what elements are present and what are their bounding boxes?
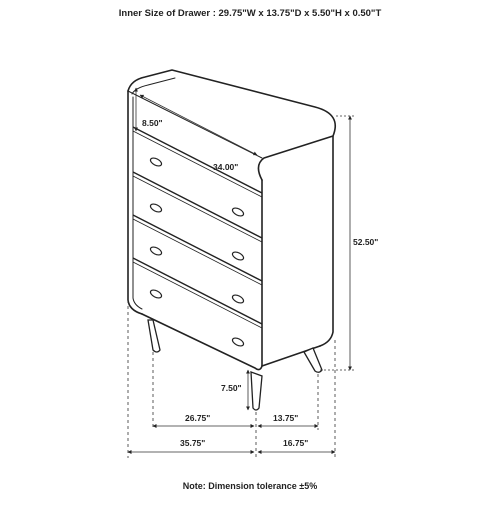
legs (148, 320, 322, 410)
drawer-line-4 (133, 258, 262, 324)
side-right-edge (320, 136, 333, 346)
front-left-edge (128, 91, 142, 314)
pull-icon (231, 336, 245, 347)
label-side-total: 16.75" (283, 438, 309, 448)
label-leg-inset-front: 26.75" (185, 413, 211, 423)
tolerance-note: Note: Dimension tolerance ±5% (182, 481, 318, 491)
pull-icon (149, 288, 163, 299)
pull-icon (231, 250, 245, 261)
leg-front-left (148, 320, 160, 352)
pull-icon (231, 206, 245, 217)
label-height: 52.50" (353, 237, 379, 247)
pull-icon (231, 293, 245, 304)
chest-outline (128, 70, 335, 370)
leg-back-right (304, 348, 322, 372)
top-inner-edge (132, 78, 175, 94)
pull-icon (149, 202, 163, 213)
label-top-depth: 8.50" (142, 118, 163, 128)
pull-icon (149, 245, 163, 256)
inner-size-text: Inner Size of Drawer : 29.75"W x 13.75"D x 5.50"H x 0.50"T (118, 8, 382, 19)
label-front-total: 35.75" (180, 438, 206, 448)
label-top-width: 34.00" (213, 162, 239, 172)
bottom-front-edge (142, 314, 262, 370)
drawer-line-1 (133, 127, 262, 193)
drawer-line-3 (133, 215, 262, 281)
drawer-line-2 (133, 172, 262, 238)
label-leg-height: 7.50" (221, 383, 242, 393)
leg-front-right (251, 372, 262, 410)
pull-icon (149, 156, 163, 167)
label-leg-inset-side: 13.75" (273, 413, 299, 423)
